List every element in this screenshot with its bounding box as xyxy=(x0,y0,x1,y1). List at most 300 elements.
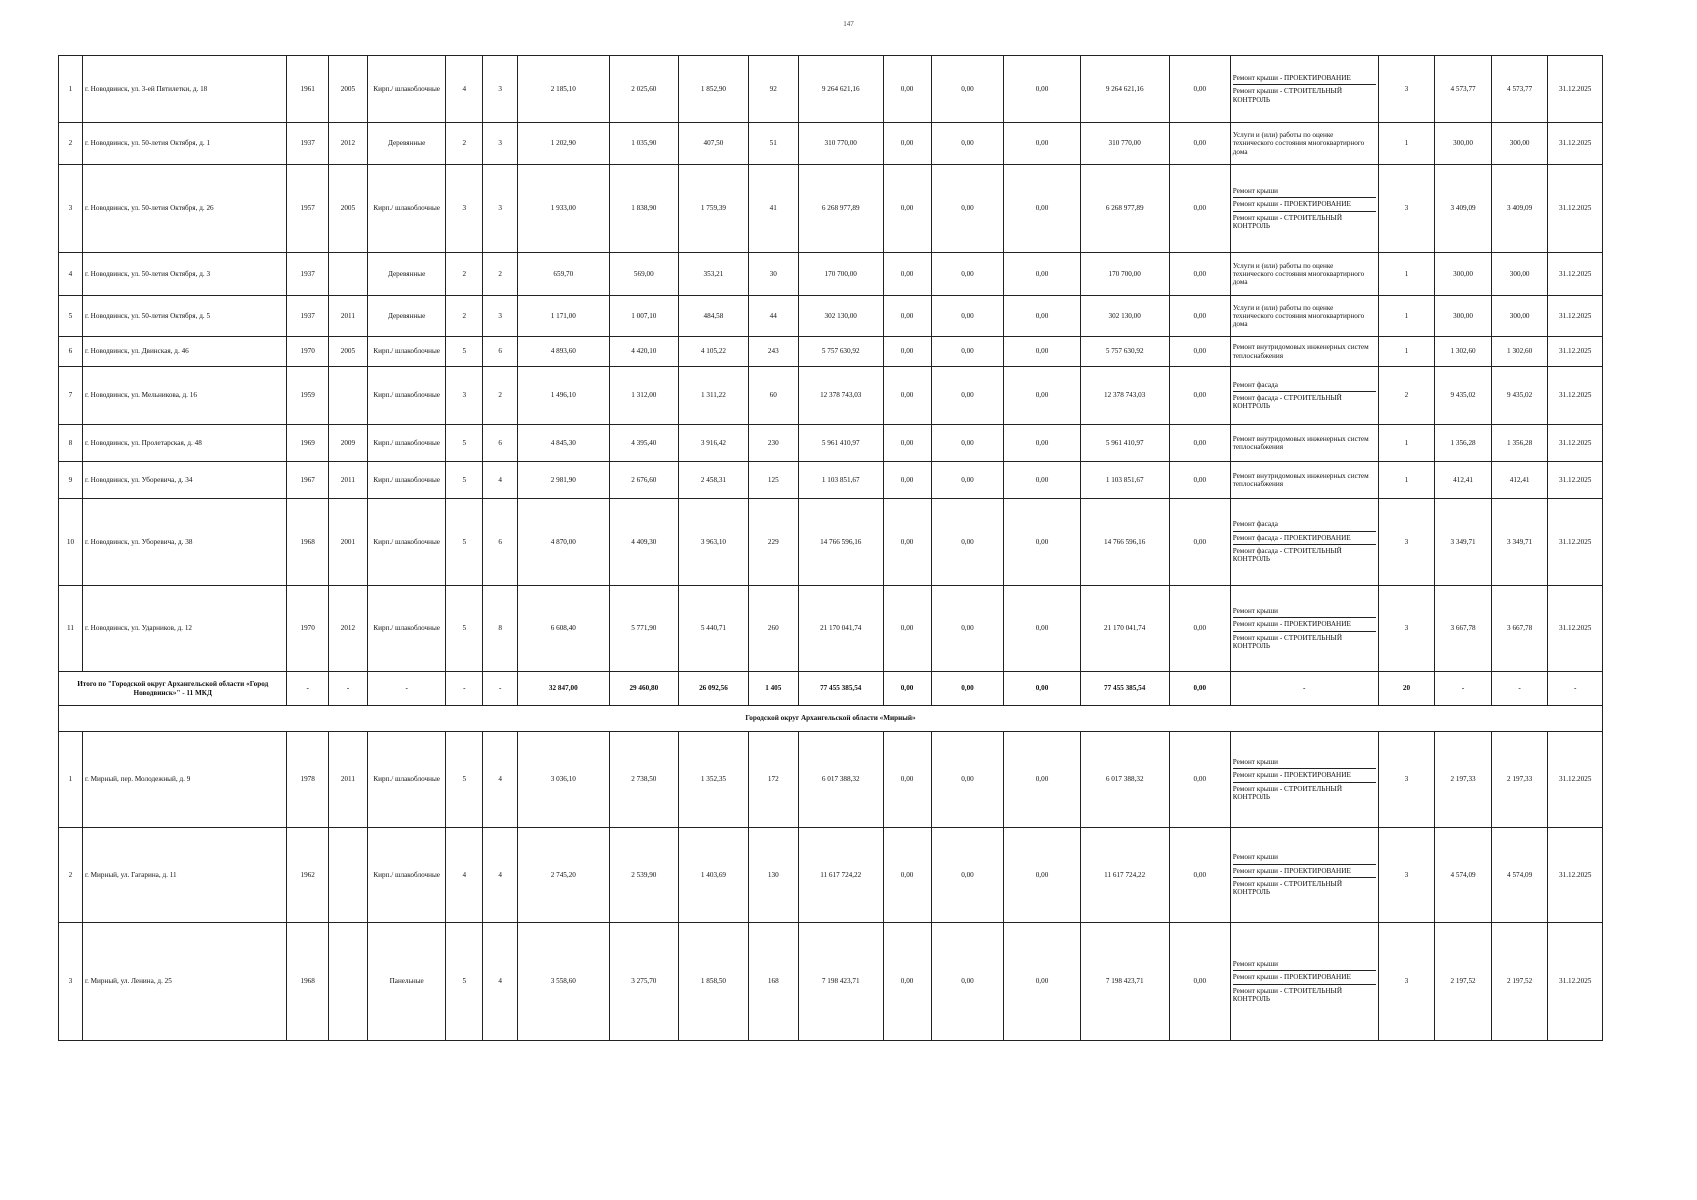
cell-area-total: 2 745,20 xyxy=(518,828,609,923)
cell-works-count: 3 xyxy=(1378,732,1435,828)
cell-area-residential: 3 275,70 xyxy=(609,923,679,1041)
cell-fund-4: 11 617 724,22 xyxy=(1080,828,1169,923)
cell-n: 6 xyxy=(59,337,83,367)
cell-unit-cost: 2 197,52 xyxy=(1435,923,1492,1041)
cell-residents: 130 xyxy=(748,828,798,923)
cell-floors: 5 xyxy=(446,732,483,828)
cell-year-built: 1937 xyxy=(287,123,328,165)
cell-material: Панельные xyxy=(367,923,445,1041)
cell-material: Кирп./ шлакоблочные xyxy=(367,165,445,253)
cell-unit-cost: 300,00 xyxy=(1435,296,1492,337)
cell-cost-total: 21 170 041,74 xyxy=(798,586,883,672)
cell-fund-4: 5 961 410,97 xyxy=(1080,425,1169,462)
cell-address: г. Новодвинск, ул. Мельникова, д. 16 xyxy=(82,367,287,425)
cell-area-owned: 4 105,22 xyxy=(679,337,749,367)
cell-fund-3: 0,00 xyxy=(1004,296,1080,337)
cell-n: 1 xyxy=(59,732,83,828)
cell-fund-3: 0,00 xyxy=(1004,462,1080,499)
cell-fund-2: 0,00 xyxy=(931,586,1004,672)
cell-entrances: 3 xyxy=(483,165,518,253)
table-row xyxy=(59,56,1603,123)
cell-deadline: 31.12.2025 xyxy=(1548,923,1603,1041)
cell-material: Деревянные xyxy=(367,253,445,296)
cell-area-total: 3 558,60 xyxy=(518,923,609,1041)
cell-cost-total: 12 378 743,03 xyxy=(798,367,883,425)
cell-fund-4: 6 268 977,89 xyxy=(1080,165,1169,253)
cell-floors: 2 xyxy=(446,253,483,296)
cell-area-residential: 2 539,90 xyxy=(609,828,679,923)
cell-year-built: 1978 xyxy=(287,732,328,828)
cell-floors: 3 xyxy=(446,367,483,425)
cell-entrances: 4 xyxy=(483,923,518,1041)
cell-material: Деревянные xyxy=(367,123,445,165)
cell-n: 11 xyxy=(59,586,83,672)
cell-area-residential: 4 409,30 xyxy=(609,499,679,586)
cell-address: г. Мирный, пер. Молодежный, д. 9 xyxy=(82,732,287,828)
cell-unit-limit: 3 349,71 xyxy=(1491,499,1548,586)
cell-area-total: 6 608,40 xyxy=(518,586,609,672)
cell-fund-1: 0,00 xyxy=(883,732,931,828)
cell-year-built: 1959 xyxy=(287,367,328,425)
work-item: Услуги и (или) работы по оценке технического состояния многоквартирного дома xyxy=(1232,303,1365,329)
cell-material: Кирп./ шлакоблочные xyxy=(367,337,445,367)
cell-fund-3: 0,00 xyxy=(1004,923,1080,1041)
cell-year-reno: 2005 xyxy=(328,56,367,123)
cell-year-built: 1937 xyxy=(287,253,328,296)
cell-deadline: 31.12.2025 xyxy=(1548,296,1603,337)
total-dash: - xyxy=(1230,672,1378,706)
table-row xyxy=(59,165,1603,253)
cell-area-residential: 1 838,90 xyxy=(609,165,679,253)
cell-year-reno xyxy=(328,253,367,296)
table-row xyxy=(59,425,1603,462)
cell-cost-total: 302 130,00 xyxy=(798,296,883,337)
total-dash: - xyxy=(287,672,328,706)
cell-fund-2: 0,00 xyxy=(931,462,1004,499)
cell-unit-cost: 4 573,77 xyxy=(1435,56,1492,123)
cell-fund-2: 0,00 xyxy=(931,499,1004,586)
total-fund-1: 0,00 xyxy=(883,672,931,706)
cell-residents: 260 xyxy=(748,586,798,672)
cell-material: Кирп./ шлакоблочные xyxy=(367,732,445,828)
work-item: Ремонт фасада xyxy=(1233,379,1376,392)
cell-cost-total: 310 770,00 xyxy=(798,123,883,165)
cell-area-total: 4 845,30 xyxy=(518,425,609,462)
work-item: Ремонт фасада - ПРОЕКТИРОВАНИЕ xyxy=(1233,532,1376,545)
cell-cost-total: 14 766 596,16 xyxy=(798,499,883,586)
cell-fund-3: 0,00 xyxy=(1004,337,1080,367)
cell-fund-1: 0,00 xyxy=(883,828,931,923)
work-item: Услуги и (или) работы по оценке технического состояния многоквартирного дома xyxy=(1232,131,1365,156)
total-area-residential: 29 460,80 xyxy=(609,672,679,706)
cell-area-residential: 1 007,10 xyxy=(609,296,679,337)
cell-unit-limit: 4 573,77 xyxy=(1491,56,1548,123)
cell-fund-5: 0,00 xyxy=(1169,828,1230,923)
cell-area-total: 4 893,60 xyxy=(518,337,609,367)
cell-residents: 229 xyxy=(748,499,798,586)
work-item: Ремонт фасада xyxy=(1233,518,1376,531)
cell-fund-4: 21 170 041,74 xyxy=(1080,586,1169,672)
work-item: Ремонт крыши xyxy=(1233,185,1376,198)
cell-fund-2: 0,00 xyxy=(931,56,1004,123)
cell-n: 2 xyxy=(59,123,83,165)
cell-entrances: 6 xyxy=(483,425,518,462)
cell-area-total: 1 202,90 xyxy=(518,123,609,165)
total-cost-total: 77 455 385,54 xyxy=(798,672,883,706)
cell-fund-5: 0,00 xyxy=(1169,56,1230,123)
cell-fund-2: 0,00 xyxy=(931,253,1004,296)
cell-year-built: 1967 xyxy=(287,462,328,499)
cell-residents: 168 xyxy=(748,923,798,1041)
cell-address: г. Мирный, ул. Гагарина, д. 11 xyxy=(82,828,287,923)
cell-fund-2: 0,00 xyxy=(931,828,1004,923)
total-fund-5: 0,00 xyxy=(1169,672,1230,706)
cell-material: Кирп./ шлакоблочные xyxy=(367,499,445,586)
cell-fund-1: 0,00 xyxy=(883,56,931,123)
cell-fund-2: 0,00 xyxy=(931,367,1004,425)
table-row xyxy=(59,462,1603,499)
cell-area-total: 2 185,10 xyxy=(518,56,609,123)
cell-fund-5: 0,00 xyxy=(1169,296,1230,337)
cell-area-total: 659,70 xyxy=(518,253,609,296)
work-item: Ремонт крыши - СТРОИТЕЛЬНЫЙ КОНТРОЛЬ xyxy=(1232,986,1343,1003)
cell-residents: 30 xyxy=(748,253,798,296)
cell-works-count: 3 xyxy=(1378,499,1435,586)
cell-works-count: 3 xyxy=(1378,586,1435,672)
work-item: Ремонт крыши - СТРОИТЕЛЬНЫЙ КОНТРОЛЬ xyxy=(1232,213,1343,230)
works-list xyxy=(1233,341,1376,362)
cell-area-owned: 407,50 xyxy=(679,123,749,165)
cell-entrances: 4 xyxy=(483,732,518,828)
works-cell xyxy=(1230,165,1378,253)
cell-area-total: 2 981,90 xyxy=(518,462,609,499)
total-residents: 1 405 xyxy=(748,672,798,706)
cell-unit-limit: 300,00 xyxy=(1491,123,1548,165)
works-cell xyxy=(1230,828,1378,923)
cell-fund-4: 7 198 423,71 xyxy=(1080,923,1169,1041)
total-dash: - xyxy=(1491,672,1548,706)
cell-fund-1: 0,00 xyxy=(883,337,931,367)
table-row xyxy=(59,923,1603,1041)
work-item: Ремонт внутридомовых инженерных систем теплоснабжения xyxy=(1232,471,1369,488)
cell-deadline: 31.12.2025 xyxy=(1548,586,1603,672)
cell-floors: 5 xyxy=(446,337,483,367)
cell-fund-3: 0,00 xyxy=(1004,732,1080,828)
cell-area-total: 1 171,00 xyxy=(518,296,609,337)
cell-entrances: 2 xyxy=(483,367,518,425)
work-item: Ремонт крыши - ПРОЕКТИРОВАНИЕ xyxy=(1233,865,1376,878)
cell-unit-limit: 3 667,78 xyxy=(1491,586,1548,672)
cell-fund-5: 0,00 xyxy=(1169,462,1230,499)
works-list xyxy=(1233,756,1376,803)
cell-fund-4: 12 378 743,03 xyxy=(1080,367,1169,425)
cell-works-count: 1 xyxy=(1378,253,1435,296)
cell-area-total: 1 496,10 xyxy=(518,367,609,425)
cell-unit-cost: 2 197,33 xyxy=(1435,732,1492,828)
cell-residents: 172 xyxy=(748,732,798,828)
cell-fund-4: 9 264 621,16 xyxy=(1080,56,1169,123)
cell-year-built: 1968 xyxy=(287,499,328,586)
total-dash: - xyxy=(1548,672,1603,706)
work-item: Ремонт крыши - СТРОИТЕЛЬНЫЙ КОНТРОЛЬ xyxy=(1232,784,1343,801)
work-item: Ремонт внутридомовых инженерных систем теплоснабжения xyxy=(1232,434,1369,451)
cell-unit-cost: 300,00 xyxy=(1435,123,1492,165)
table-row xyxy=(59,367,1603,425)
total-area-owned: 26 092,56 xyxy=(679,672,749,706)
cell-n: 9 xyxy=(59,462,83,499)
cell-year-built: 1937 xyxy=(287,296,328,337)
cell-area-owned: 1 403,69 xyxy=(679,828,749,923)
cell-n: 7 xyxy=(59,367,83,425)
cell-deadline: 31.12.2025 xyxy=(1548,732,1603,828)
cell-address: г. Новодвинск, ул. Двинская, д. 46 xyxy=(82,337,287,367)
cell-deadline: 31.12.2025 xyxy=(1548,165,1603,253)
cell-address: г. Новодвинск, ул. Пролетарская, д. 48 xyxy=(82,425,287,462)
cell-area-total: 4 870,00 xyxy=(518,499,609,586)
cell-fund-3: 0,00 xyxy=(1004,253,1080,296)
cell-address: г. Новодвинск, ул. 50-летия Октября, д. 26 xyxy=(82,165,287,253)
cell-material: Кирп./ шлакоблочные xyxy=(367,425,445,462)
work-item: Ремонт крыши xyxy=(1233,605,1376,618)
cell-works-count: 1 xyxy=(1378,337,1435,367)
cell-n: 2 xyxy=(59,828,83,923)
works-list xyxy=(1233,379,1376,413)
cell-deadline: 31.12.2025 xyxy=(1548,123,1603,165)
cell-area-residential: 2 025,60 xyxy=(609,56,679,123)
cell-residents: 92 xyxy=(748,56,798,123)
cell-fund-1: 0,00 xyxy=(883,165,931,253)
works-list xyxy=(1233,605,1376,652)
cell-address: г. Новодвинск, ул. 50-летия Октября, д. 3 xyxy=(82,253,287,296)
cell-unit-limit: 2 197,33 xyxy=(1491,732,1548,828)
cell-area-total: 1 933,00 xyxy=(518,165,609,253)
cell-entrances: 3 xyxy=(483,296,518,337)
cell-area-owned: 484,58 xyxy=(679,296,749,337)
cell-deadline: 31.12.2025 xyxy=(1548,367,1603,425)
cell-cost-total: 5 757 630,92 xyxy=(798,337,883,367)
works-cell xyxy=(1230,425,1378,462)
work-item: Ремонт крыши - ПРОЕКТИРОВАНИЕ xyxy=(1233,198,1376,211)
work-item: Ремонт фасада - СТРОИТЕЛЬНЫЙ КОНТРОЛЬ xyxy=(1232,547,1342,564)
works-cell xyxy=(1230,296,1378,337)
cell-residents: 125 xyxy=(748,462,798,499)
cell-area-owned: 1 352,35 xyxy=(679,732,749,828)
work-item: Ремонт крыши xyxy=(1233,958,1376,971)
cell-material: Кирп./ шлакоблочные xyxy=(367,828,445,923)
cell-year-reno xyxy=(328,367,367,425)
cell-address: г. Новодвинск, ул. 3-ей Пятилетки, д. 18 xyxy=(82,56,287,123)
cell-fund-4: 6 017 388,32 xyxy=(1080,732,1169,828)
cell-fund-5: 0,00 xyxy=(1169,337,1230,367)
table-row xyxy=(59,296,1603,337)
cell-residents: 44 xyxy=(748,296,798,337)
cell-fund-4: 5 757 630,92 xyxy=(1080,337,1169,367)
cell-fund-3: 0,00 xyxy=(1004,828,1080,923)
cell-area-owned: 5 440,71 xyxy=(679,586,749,672)
cell-fund-2: 0,00 xyxy=(931,425,1004,462)
cell-entrances: 3 xyxy=(483,123,518,165)
works-list xyxy=(1233,958,1376,1005)
cell-year-reno: 2012 xyxy=(328,586,367,672)
cell-material: Кирп./ шлакоблочные xyxy=(367,56,445,123)
cell-area-owned: 3 963,10 xyxy=(679,499,749,586)
cell-cost-total: 11 617 724,22 xyxy=(798,828,883,923)
works-cell xyxy=(1230,337,1378,367)
cell-residents: 51 xyxy=(748,123,798,165)
works-list xyxy=(1233,470,1376,491)
cell-works-count: 1 xyxy=(1378,462,1435,499)
work-item: Ремонт крыши xyxy=(1233,756,1376,769)
cell-cost-total: 170 700,00 xyxy=(798,253,883,296)
cell-floors: 5 xyxy=(446,499,483,586)
cell-fund-1: 0,00 xyxy=(883,367,931,425)
cell-unit-cost: 1 356,28 xyxy=(1435,425,1492,462)
cell-fund-5: 0,00 xyxy=(1169,499,1230,586)
works-list xyxy=(1233,518,1376,565)
works-list xyxy=(1233,302,1376,331)
works-list xyxy=(1233,72,1376,106)
cell-fund-2: 0,00 xyxy=(931,123,1004,165)
total-fund-3: 0,00 xyxy=(1004,672,1080,706)
cell-material: Кирп./ шлакоблочные xyxy=(367,367,445,425)
cell-floors: 3 xyxy=(446,165,483,253)
cell-n: 8 xyxy=(59,425,83,462)
total-area-total: 32 847,00 xyxy=(518,672,609,706)
cell-fund-3: 0,00 xyxy=(1004,499,1080,586)
cell-fund-3: 0,00 xyxy=(1004,123,1080,165)
work-item: Услуги и (или) работы по оценке технического состояния многоквартирного дома xyxy=(1232,261,1365,287)
cell-address: г. Новодвинск, ул. Уборевича, д. 38 xyxy=(82,499,287,586)
cell-cost-total: 1 103 851,67 xyxy=(798,462,883,499)
cell-area-residential: 569,00 xyxy=(609,253,679,296)
cell-fund-3: 0,00 xyxy=(1004,425,1080,462)
table-row xyxy=(59,586,1603,672)
cell-n: 10 xyxy=(59,499,83,586)
cell-area-owned: 1 759,39 xyxy=(679,165,749,253)
cell-material: Деревянные xyxy=(367,296,445,337)
cell-year-reno: 2009 xyxy=(328,425,367,462)
cell-deadline: 31.12.2025 xyxy=(1548,499,1603,586)
cell-entrances: 4 xyxy=(483,462,518,499)
total-dash: - xyxy=(1435,672,1492,706)
cell-unit-limit: 300,00 xyxy=(1491,253,1548,296)
works-cell xyxy=(1230,499,1378,586)
cell-unit-limit: 412,41 xyxy=(1491,462,1548,499)
table-row xyxy=(59,499,1603,586)
cell-unit-limit: 1 356,28 xyxy=(1491,425,1548,462)
capital-repair-table xyxy=(58,55,1603,1041)
section-title: Городской округ Архангельской области «Мирный» xyxy=(59,706,1603,732)
table-row xyxy=(59,828,1603,923)
cell-entrances: 8 xyxy=(483,586,518,672)
cell-residents: 230 xyxy=(748,425,798,462)
total-label: Итого по "Городской округ Архангельской области «Город Новодвинск»" - 11 МКД xyxy=(59,672,287,706)
cell-year-reno: 2001 xyxy=(328,499,367,586)
cell-address: г. Новодвинск, ул. 50-летия Октября, д. 5 xyxy=(82,296,287,337)
cell-area-total: 3 036,10 xyxy=(518,732,609,828)
works-cell xyxy=(1230,123,1378,165)
total-dash: - xyxy=(367,672,445,706)
cell-fund-2: 0,00 xyxy=(931,923,1004,1041)
cell-unit-cost: 300,00 xyxy=(1435,253,1492,296)
cell-year-reno: 2005 xyxy=(328,337,367,367)
cell-n: 4 xyxy=(59,253,83,296)
cell-fund-1: 0,00 xyxy=(883,462,931,499)
works-cell xyxy=(1230,732,1378,828)
cell-year-reno: 2005 xyxy=(328,165,367,253)
work-item: Ремонт внутридомовых инженерных систем теплоснабжения xyxy=(1232,343,1369,360)
cell-floors: 2 xyxy=(446,296,483,337)
cell-n: 3 xyxy=(59,165,83,253)
page-number: 147 xyxy=(843,20,854,28)
works-cell xyxy=(1230,462,1378,499)
cell-unit-cost: 3 349,71 xyxy=(1435,499,1492,586)
works-list xyxy=(1233,851,1376,898)
work-item: Ремонт крыши xyxy=(1233,851,1376,864)
works-list xyxy=(1233,433,1376,454)
work-item: Ремонт крыши - ПРОЕКТИРОВАНИЕ xyxy=(1233,72,1376,85)
cell-entrances: 3 xyxy=(483,56,518,123)
cell-unit-limit: 1 302,60 xyxy=(1491,337,1548,367)
cell-fund-1: 0,00 xyxy=(883,586,931,672)
cell-unit-cost: 412,41 xyxy=(1435,462,1492,499)
cell-n: 3 xyxy=(59,923,83,1041)
cell-area-residential: 1 035,90 xyxy=(609,123,679,165)
cell-fund-4: 1 103 851,67 xyxy=(1080,462,1169,499)
cell-area-owned: 3 916,42 xyxy=(679,425,749,462)
work-item: Ремонт крыши - ПРОЕКТИРОВАНИЕ xyxy=(1233,769,1376,782)
cell-fund-1: 0,00 xyxy=(883,253,931,296)
cell-works-count: 1 xyxy=(1378,123,1435,165)
cell-works-count: 3 xyxy=(1378,828,1435,923)
total-dash: - xyxy=(483,672,518,706)
cell-fund-1: 0,00 xyxy=(883,923,931,1041)
cell-unit-limit: 9 435,02 xyxy=(1491,367,1548,425)
cell-cost-total: 6 268 977,89 xyxy=(798,165,883,253)
cell-area-owned: 1 852,90 xyxy=(679,56,749,123)
cell-deadline: 31.12.2025 xyxy=(1548,337,1603,367)
cell-unit-cost: 9 435,02 xyxy=(1435,367,1492,425)
cell-entrances: 2 xyxy=(483,253,518,296)
cell-floors: 4 xyxy=(446,828,483,923)
cell-address: г. Новодвинск, ул. 50-летия Октября, д. 1 xyxy=(82,123,287,165)
cell-fund-2: 0,00 xyxy=(931,165,1004,253)
cell-unit-cost: 1 302,60 xyxy=(1435,337,1492,367)
cell-address: г. Мирный, ул. Ленина, д. 25 xyxy=(82,923,287,1041)
cell-year-reno: 2011 xyxy=(328,462,367,499)
cell-n: 1 xyxy=(59,56,83,123)
cell-floors: 4 xyxy=(446,56,483,123)
cell-entrances: 6 xyxy=(483,499,518,586)
cell-cost-total: 9 264 621,16 xyxy=(798,56,883,123)
total-dash: - xyxy=(328,672,367,706)
cell-entrances: 6 xyxy=(483,337,518,367)
cell-area-owned: 2 458,31 xyxy=(679,462,749,499)
cell-works-count: 3 xyxy=(1378,165,1435,253)
works-cell xyxy=(1230,923,1378,1041)
total-row xyxy=(59,672,1603,706)
cell-works-count: 3 xyxy=(1378,56,1435,123)
cell-works-count: 2 xyxy=(1378,367,1435,425)
cell-year-built: 1969 xyxy=(287,425,328,462)
cell-material: Кирп./ шлакоблочные xyxy=(367,462,445,499)
total-fund-4: 77 455 385,54 xyxy=(1080,672,1169,706)
cell-unit-cost: 3 667,78 xyxy=(1435,586,1492,672)
table-row xyxy=(59,732,1603,828)
works-cell xyxy=(1230,367,1378,425)
cell-area-residential: 4 395,40 xyxy=(609,425,679,462)
cell-fund-1: 0,00 xyxy=(883,296,931,337)
